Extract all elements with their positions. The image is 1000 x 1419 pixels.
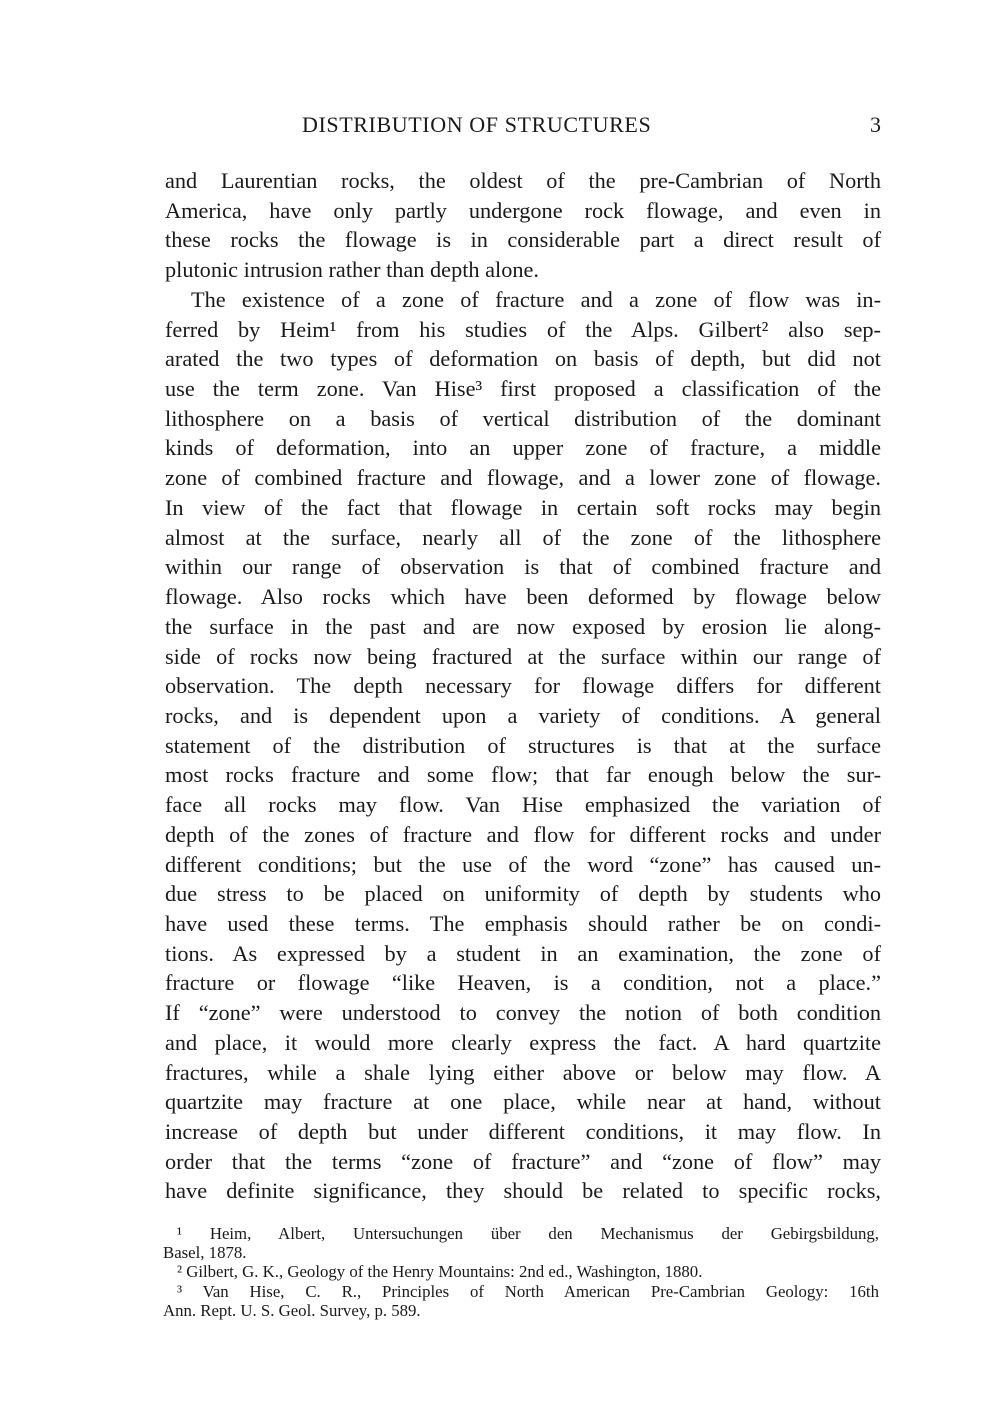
body-line: In view of the fact that flowage in certain soft rocks may begin xyxy=(165,494,881,520)
body-line: quartzite may fracture at one place, while near at hand, without xyxy=(165,1089,881,1115)
body-line: fractures, while a shale lying either above or below may flow. A xyxy=(165,1059,881,1085)
running-header xyxy=(165,112,883,142)
footnote-line: ³ Van Hise, C. R., Principles of North American Pre-Cambrian Geology: 16th xyxy=(177,1281,879,1301)
body-line: statement of the distribution of structures is that at the surface xyxy=(165,732,881,758)
running-title: DISTRIBUTION OF STRUCTURES xyxy=(302,112,652,137)
body-line: use the term zone. Van Hise³ first proposed a classification of the xyxy=(165,376,881,402)
body-line: almost at the surface, nearly all of the zone of the lithosphere xyxy=(165,524,881,550)
body-line: zone of combined fracture and flowage, and a lower zone of flowage. xyxy=(165,465,881,491)
body-line: observation. The depth necessary for flowage differs for different xyxy=(165,673,881,699)
footnote-line: ¹ Heim, Albert, Untersuchungen über den Mechanismus der Gebirgsbildung, xyxy=(177,1224,879,1243)
body-line: due stress to be placed on uniformity of depth by students who xyxy=(165,881,881,907)
body-line: the surface in the past and are now exposed by erosion lie along- xyxy=(165,613,881,639)
body-line: have definite significance, they should be related to specific rocks, xyxy=(165,1178,881,1204)
body-line: rocks, and is dependent upon a variety of conditions. A general xyxy=(165,702,881,728)
body-line: tions. As expressed by a student in an examination, the zone of xyxy=(165,940,881,966)
body-line: flowage. Also rocks which have been deformed by flowage below xyxy=(165,584,881,610)
body-line: side of rocks now being fractured at the surface within our range of xyxy=(165,643,881,669)
footnotes xyxy=(163,1224,879,1320)
body-text xyxy=(165,166,881,1206)
footnote-line: Ann. Rept. U. S. Geol. Survey, p. 589. xyxy=(163,1300,421,1320)
body-line: depth of the zones of fracture and flow for different rocks and under xyxy=(165,821,881,847)
footnote-line: Basel, 1878. xyxy=(163,1243,247,1263)
body-line: fracture or flowage “like Heaven, is a condition, not a place.” xyxy=(165,970,881,996)
body-line: arated the two types of deformation on basis of depth, but did not xyxy=(165,346,881,372)
body-line: ferred by Heim¹ from his studies of the Alps. Gilbert² also sep- xyxy=(165,316,881,342)
body-line: If “zone” were understood to convey the notion of both condition xyxy=(165,1000,881,1026)
body-line: different conditions; but the use of the word “zone” has caused un- xyxy=(165,851,881,877)
body-line: these rocks the flowage is in considerable part a direct result of xyxy=(165,227,881,253)
body-line: kinds of deformation, into an upper zone of fracture, a middle xyxy=(165,435,881,461)
body-line: and Laurentian rocks, the oldest of the pre-Cambrian of North xyxy=(165,168,881,193)
body-line: lithosphere on a basis of vertical distribution of the dominant xyxy=(165,405,881,431)
body-line: plutonic intrusion rather than depth alone. xyxy=(165,257,539,283)
body-line: The existence of a zone of fracture and a zone of flow was in- xyxy=(191,286,881,312)
body-line: order that the terms “zone of fracture” and “zone of flow” may xyxy=(165,1148,881,1174)
footnote-line: ² Gilbert, G. K., Geology of the Henry Mountains: 2nd ed., Washington, 1880. xyxy=(177,1262,703,1282)
body-line: most rocks fracture and some flow; that far enough below the sur- xyxy=(165,762,881,788)
body-line: America, have only partly undergone rock flowage, and even in xyxy=(165,197,881,223)
body-line: within our range of observation is that of combined fracture and xyxy=(165,554,881,580)
body-line: face all rocks may flow. Van Hise emphasized the variation of xyxy=(165,792,881,818)
body-line: have used these terms. The emphasis should rather be on condi- xyxy=(165,910,881,936)
body-line: increase of depth but under different conditions, it may flow. In xyxy=(165,1119,881,1144)
body-line: and place, it would more clearly express the fact. A hard quartzite xyxy=(165,1029,881,1055)
page-number: 3 xyxy=(870,112,881,137)
